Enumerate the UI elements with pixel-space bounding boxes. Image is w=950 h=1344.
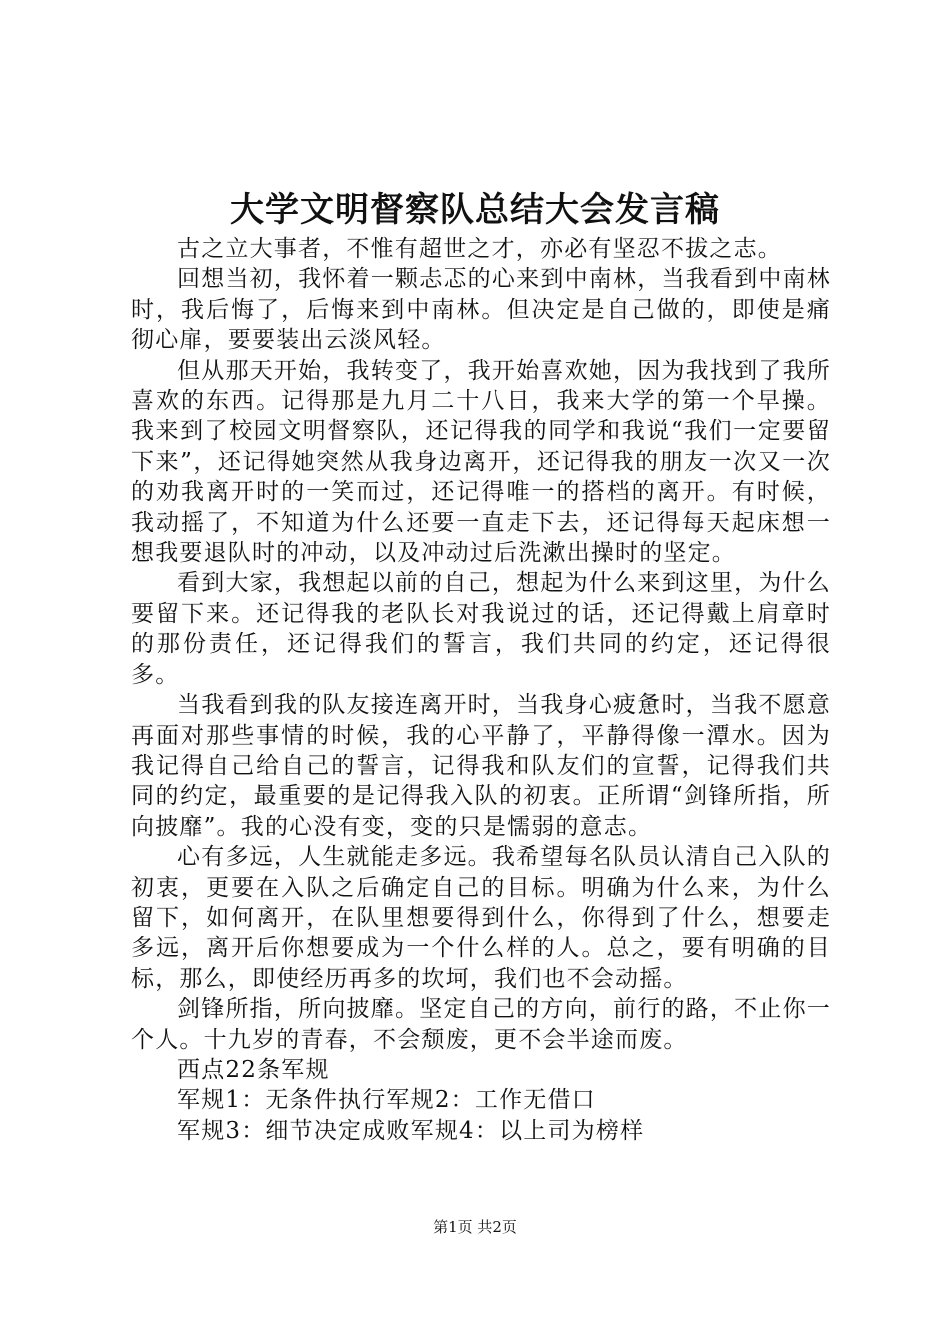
paragraph-opening-quote: 古之立大事者，不惟有超世之才，亦必有坚忍不拔之志。: [177, 236, 782, 262]
list-item-rules-1-2: 军规1：无条件执行军规2：工作无借口: [177, 1087, 596, 1114]
paragraph-recollection: 回想当初，我怀着一颗忐忑的心来到中南林，当我看到中南林时，我后悔了，后悔来到中南林。但决定是自己做的，即使是痛彻心扉，要要装出云淡风轻。: [131, 266, 831, 354]
document-body: [131, 234, 831, 1146]
list-item-rules-3-4: 军规3：细节决定成败军规4：以上司为榜样: [177, 1117, 645, 1144]
page-number-footer: 第1页 共2页: [433, 1218, 517, 1236]
document-title: 大学文明督察队总结大会发言稿: [230, 190, 720, 230]
paragraph-closing: 剑锋所指，所向披靡。坚定自己的方向，前行的路，不止你一个人。十九岁的青春，不会颓废，更不会半途而废。: [131, 996, 831, 1053]
paragraph-change: 但从那天开始，我转变了，我开始喜欢她，因为我找到了我所喜欢的东西。记得那是九月二十八日，我来大学的第一个早操。我来到了校园文明督察队，还记得我的同学和我说“我们一定要留下来”，还记得她突然从我身边离开，还记得我的朋友一次又一次的劝我离开时的一笑而过，还记得唯一的搭档的离开。有时候，我动摇了，不知道为什么还要一直走下去，还记得每天起床想一想我要退队时的冲动，以及冲动过后洗漱出操时的坚定。: [131, 357, 831, 567]
paragraph-goals: 心有多远，人生就能走多远。我希望每名队员认清自己入队的初衷，更要在入队之后确定自己的目标。明确为什么来，为什么留下，如何离开，在队里想要得到什么，你得到了什么，想要走多远，离开后你想要成为一个什么样的人。总之，要有明确的目标，那么，即使经历再多的坎坷，我们也不会动摇。: [131, 844, 831, 992]
paragraph-memories: 看到大家，我想起以前的自己，想起为什么来到这里，为什么要留下来。还记得我的老队长对我说过的话，还记得戴上肩章时的那份责任，还记得我们的誓言，我们共同的约定，还记得很多。: [131, 570, 831, 688]
paragraph-resolve: 当我看到我的队友接连离开时，当我身心疲惫时，当我不愿意再面对那些事情的时候，我的心平静了，平静得像一潭水。因为我记得自己给自己的誓言，记得我和队友们的宣誓，记得我们共同的约定，最重要的是记得我入队的初衷。正所谓“剑锋所指，所向披靡”。我的心没有变，变的只是懦弱的意志。: [131, 692, 831, 840]
list-heading-westpoint-rules: 西点22条军规: [177, 1056, 330, 1083]
